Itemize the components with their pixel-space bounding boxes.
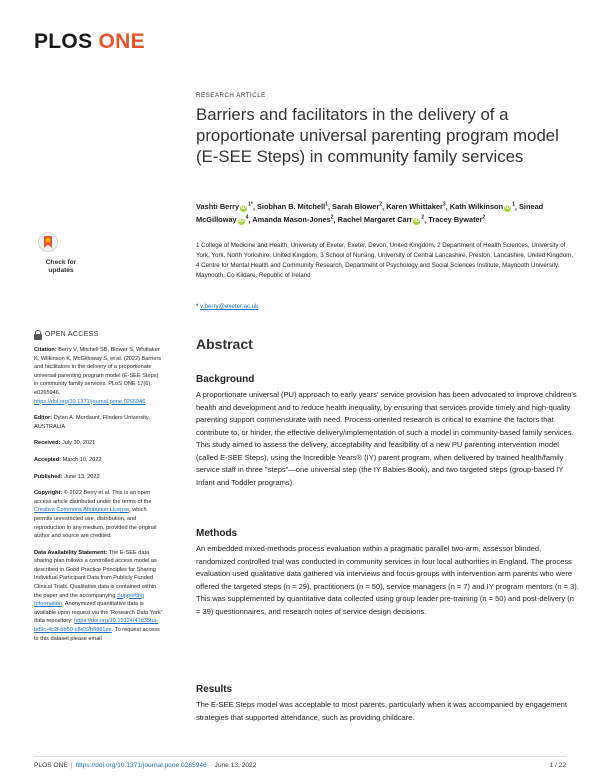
accepted-label: Accepted: <box>34 456 62 463</box>
journal-logo-one: ONE <box>98 30 145 53</box>
journal-logo[interactable] <box>34 30 145 54</box>
affiliations: 1 College of Medicine and Health, University of Exeter, Exeter, Devon, United Kingdom, 2 Department of Health Sciences, University of York, York, North Yorkshire, United Kingdom, 3 School of Nursing, University of Central Lancashire, Preston, Lancashire, United Kingdom, 4 Centre for Mental Health and Community Research, Department of Psychology and Social Sciences Institute, Maynooth University, Maynooth, Co Kildare, Republic of Ireland <box>196 242 574 279</box>
author-entry <box>386 202 445 211</box>
data-availability-text-1: The E-SEE data sharing plan follows a controlled access model as described in Good Practice Principles for Sharing Individual Participant Data from Publicly Funded Clinical Trials. Qualitative data is contained within the paper and the accompanying <box>34 549 157 599</box>
editor-label: Editor: <box>34 415 53 422</box>
published-date: June 13, 2022 <box>64 473 100 480</box>
received-block <box>34 439 164 448</box>
results-text: The E-SEE Steps model was acceptable to most parents, particularly when it was accompanied by engagement strategies that supported attendance, such as providing childcare. <box>196 700 568 722</box>
author-entry <box>450 202 515 211</box>
methods-section <box>196 528 580 618</box>
results-section <box>196 684 580 724</box>
page-footer: PLOS ONE | https://doi.org/10.1371/journal.pone.0265946 June 13, 2022 <box>34 762 257 769</box>
journal-logo-plos: PLOS <box>34 30 93 53</box>
author-name[interactable]: Karen Whittaker <box>386 202 443 212</box>
editor-text: Dylan A. Mordaunt, Flinders University, AUSTRALIA <box>34 415 150 430</box>
author-affiliation-number: 2 <box>330 214 334 221</box>
article-title: Barriers and facilitators in the delivery of a proportionate universal parenting program model (E-SEE Steps) in community family services <box>196 105 559 166</box>
open-lock-icon <box>34 330 42 340</box>
copyright-block <box>34 489 164 541</box>
author-affiliation-number: 3 <box>442 202 446 208</box>
author-affiliation-number: 2 <box>379 202 383 208</box>
author-list: Vashti Berry $iD^{1*}$, Siobhan B. Mitchell$^1$, Sarah Blower$^2$, Karen Whittaker$^3$, Kath Wilkinson $iD^1$, Sinead McGilloway $iD^4$, Amanda Mason-Jones$^2$, Rachel Margaret Carr $iD^2$, Tracey Bywater$^2$ <box>196 202 544 225</box>
supporting-information-link[interactable]: Supporting Information <box>34 592 145 608</box>
author-name[interactable]: Amanda Mason-Jones <box>252 215 331 225</box>
badge-line-1: Check for <box>45 259 77 266</box>
author-affiliation-number: 4 <box>245 214 249 221</box>
orcid-icon[interactable]: iD <box>414 218 420 225</box>
citation-label: Citation: <box>34 347 57 353</box>
author-affiliation-number: 1* <box>248 202 253 208</box>
author-entry <box>252 215 333 224</box>
editor-block <box>34 414 164 431</box>
orcid-icon[interactable]: iD <box>241 205 247 212</box>
author-entry <box>196 202 253 211</box>
footer-doi-link[interactable]: https://doi.org/10.1371/journal.pone.0265946 <box>75 762 207 769</box>
results-heading: Results <box>196 684 233 695</box>
data-repository-link[interactable]: https://doi.org/10.15124/41d35ba-bd9c-4c2f-bb50-c8d32b8861ee <box>34 618 159 634</box>
author-name[interactable]: Siobhan B. Mitchell <box>256 202 326 212</box>
citation-block <box>34 346 164 406</box>
received-date: July 30, 2021 <box>62 440 96 447</box>
check-for-updates-badge[interactable] <box>38 232 84 284</box>
author-name[interactable]: Sarah Blower <box>332 202 380 212</box>
author-entry <box>257 202 328 211</box>
methods-text: An embedded mixed-methods process evaluation within a pragmatic parallel two-arm, assessor blinded, randomized controlled trial was conducted in community services in four local authorities in England. The process evaluation used qualitative data gathered via interviews and focus groups with intervention arm parents who were offered the targeted steps (n = 29), practitioners (n = 50), service managers (n = 7) and IY program mentors (n = 3). This was supplemented by quantitative data collected using group leader pre-training (n = 50) and post-delivery (n = 39) questionnaires, and research notes of service design decisions. <box>196 544 579 616</box>
bookmark-icon <box>38 232 58 252</box>
email-link[interactable]: v.berry@exeter.ac.uk <box>200 303 259 310</box>
data-availability-text-2: . Anonymized quantitative data is available upon request via the 'Research Data York' data repository: <box>34 601 162 625</box>
citation-doi-link[interactable]: https://doi.org/10.1371/journal.pone.0265946 <box>34 398 146 405</box>
page-number: 1 / 22 <box>549 762 566 769</box>
background-section <box>196 374 580 489</box>
copyright-text-1: © 2022 Berry et al. This is an open access article distributed under the terms of the <box>34 490 152 505</box>
copyright-label: Copyright: <box>34 490 63 497</box>
article-type: RESEARCH ARTICLE <box>196 92 266 99</box>
email-marker: * <box>196 303 199 310</box>
author-affiliation-number: 2 <box>421 214 425 221</box>
published-label: Published: <box>34 473 63 480</box>
author-affiliation-number: 1 <box>512 202 515 208</box>
author-name[interactable]: Kath Wilkinson <box>449 202 504 212</box>
open-access-label <box>34 330 164 340</box>
copyright-text-2: , which permits unrestricted use, distribution, and reproduction in any medium, provided the original author and source are credited. <box>34 507 157 540</box>
author-affiliation-number: 1 <box>325 202 328 208</box>
published-block <box>34 473 164 482</box>
author-name[interactable]: Rachel Margaret Carr <box>337 215 413 225</box>
author-affiliation-number: 2 <box>482 214 486 221</box>
background-heading: Background <box>196 374 255 385</box>
article-sidebar <box>34 330 164 651</box>
abstract-heading: Abstract <box>196 336 253 352</box>
received-label: Received: <box>34 440 61 447</box>
footer-date: June 13, 2022 <box>214 762 257 769</box>
methods-heading: Methods <box>196 528 238 539</box>
citation-text: Berry V, Mitchell SB, Blower S, Whittaker K, Wilkinson K, McGilloway S, et al. (2022) Barriers and facilitators in the delivery of a proportionate universal parenting program model (E-SEE Steps) in community family services. PLoS ONE 17(6): e0265946. <box>34 347 162 396</box>
author-entry <box>338 215 425 224</box>
orcid-icon[interactable]: iD <box>238 218 244 225</box>
author-name[interactable]: Sinead McGilloway <box>196 202 544 225</box>
author-entry <box>428 215 485 224</box>
accepted-block <box>34 456 164 465</box>
orcid-icon[interactable]: iD <box>505 205 511 212</box>
footer-divider <box>34 756 566 757</box>
author-name[interactable]: Vashti Berry <box>196 202 240 212</box>
author-entry <box>332 202 382 211</box>
author-name[interactable]: Tracey Bywater <box>428 215 483 225</box>
background-text: A proportionate universal (PU) approach to early years' service provision has been advocated to improve children's health and development and to reduce health inequality, by ensuring that services provide timely and high-quality parenting support commensurate with need. Process-oriented research is critical to examine the factors that contribute to, or hinder, the effective delivery/implementation of such a model in community-based family services. This study aimed to assess the delivery, acceptability and feasibility of a new PU parenting intervention model (called E-SEE Steps), using the Incredible Years® (IY) parent program, when delivered by trained health/family service staff in three "steps"—one universal step (the IY Babies Book), and two targeted steps (group-based IY Infant and Toddler programs). <box>196 390 577 487</box>
license-link[interactable]: Creative Commons Attribution License <box>34 507 130 514</box>
data-availability-text-3: . To request access to this dataset please email <box>34 627 160 642</box>
data-availability-label: Data Availability Statement: <box>34 549 108 556</box>
data-availability-block <box>34 549 164 644</box>
open-access-text: OPEN ACCESS <box>45 330 99 338</box>
badge-line-2: updates <box>48 266 74 274</box>
accepted-date: March 10, 2022 <box>62 456 102 463</box>
footer-journal: PLOS ONE <box>34 762 68 769</box>
corresponding-email <box>196 303 258 310</box>
